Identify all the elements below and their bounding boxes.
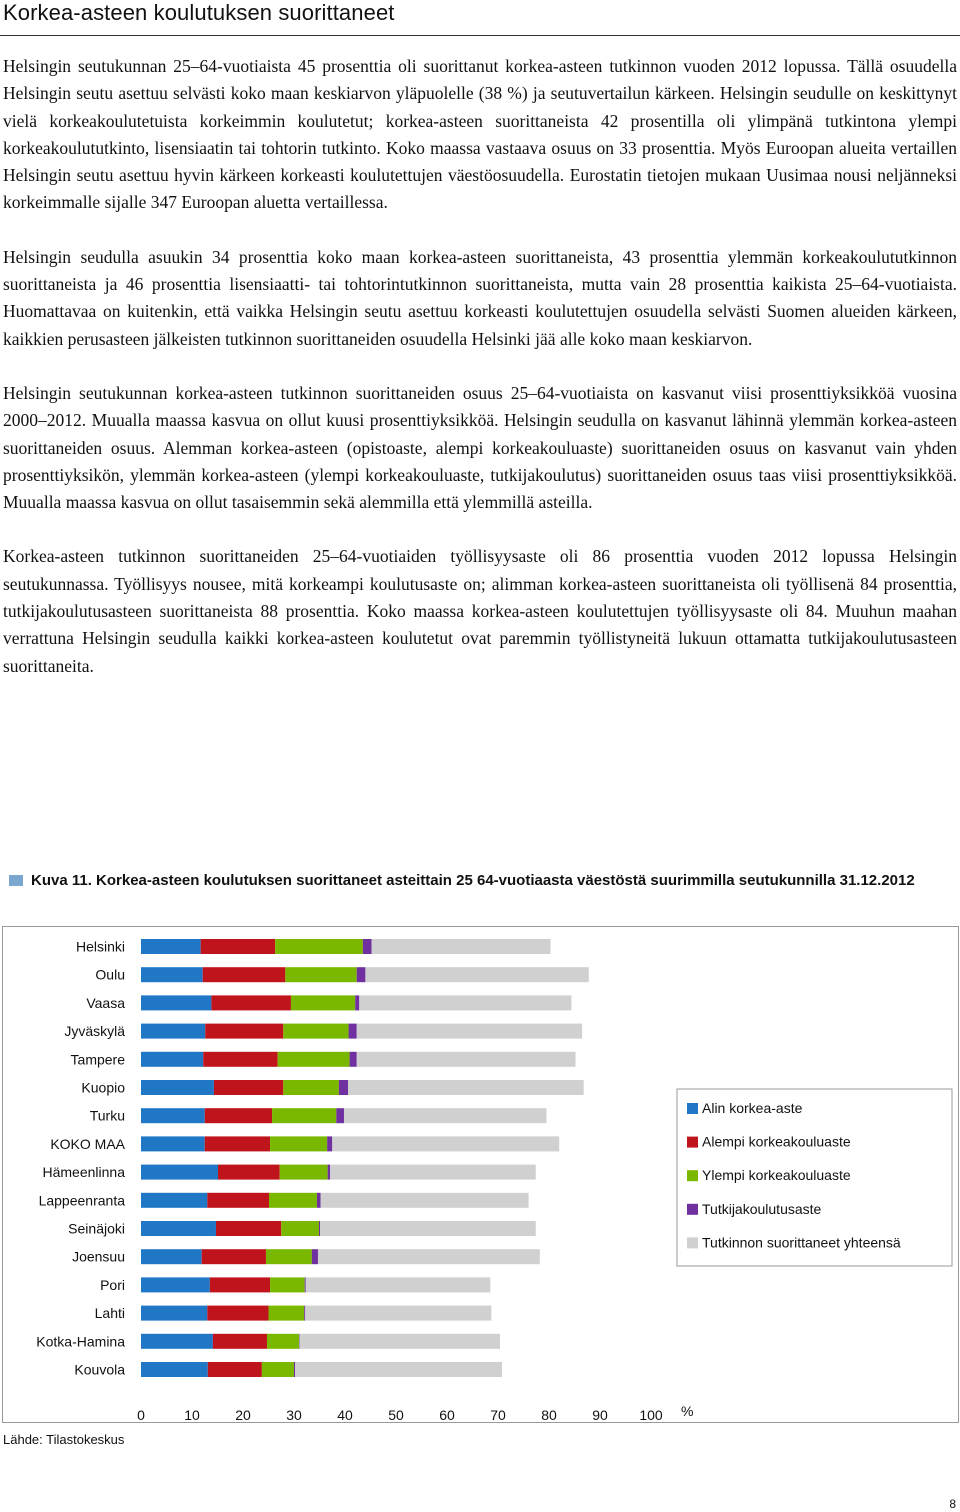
bar-segment — [203, 1052, 277, 1067]
legend-label: Tutkijakoulutusaste — [702, 1200, 822, 1217]
category-label: Vaasa — [86, 994, 125, 1011]
bar-segment — [205, 1024, 283, 1039]
bar-segment — [141, 1024, 205, 1039]
x-tick-label: 90 — [592, 1407, 608, 1422]
bar-segment — [211, 995, 291, 1010]
page-title: Korkea-asteen koulutuksen suorittaneet — [3, 0, 395, 25]
bar-segment — [332, 1136, 559, 1151]
x-tick-label: 60 — [439, 1407, 455, 1422]
bar-segment — [327, 1136, 332, 1151]
bar-segment — [357, 967, 366, 982]
x-tick-label: 10 — [184, 1407, 200, 1422]
source-note: Lähde: Tilastokeskus — [3, 1432, 125, 1447]
bar-segment — [205, 1108, 272, 1123]
category-label: Tampere — [70, 1051, 125, 1068]
bar-segment — [267, 1334, 299, 1349]
bar-segment — [294, 1362, 295, 1377]
figure-caption: Kuva 11. Korkea-asteen koulutuksen suorittaneet asteittain 25 64-vuotiaasta väestöstä suurimmilla seutukunnilla 31.12.2012 — [31, 872, 915, 889]
bar-segment — [344, 1108, 546, 1123]
bar-segment — [207, 1306, 268, 1321]
body-text — [3, 53, 957, 707]
bar-segment — [141, 1052, 203, 1067]
bar-segment — [357, 1024, 582, 1039]
x-tick-label: 80 — [541, 1407, 557, 1422]
x-tick-label: 40 — [337, 1407, 353, 1422]
bar-segment — [372, 939, 551, 954]
page-number: 8 — [949, 1497, 956, 1511]
bar-segment — [320, 1221, 536, 1236]
bar-segment — [213, 1334, 267, 1349]
bar-segment — [349, 1024, 357, 1039]
bar-segment — [300, 1334, 500, 1349]
x-tick-label: 100 — [639, 1407, 663, 1422]
paragraph-3: Helsingin seutukunnan korkea-asteen tutkinnon suorittaneiden osuus 25–64-vuotiaista on kasvanut viisi prosenttiyksikköä vuosina 2000–2012. Muualla maassa kasvua on ollut kuusi prosenttiyksikköä. Helsingin seudulla on kasvanut lähinnä ylemmän korkea-asteen suorittaneiden osuus. Alemman korkea-asteen (opistoaste, alempi korkeakouluaste) suorittaneiden osuus on kasvanut vain yhden prosenttiyksikön, ylemmän korkea-asteen (ylempi korkeakouluaste, tutkijakoulutus) suorittaneiden osuus taas viisi prosenttiyksikköä. Muualla maassa kasvua on ollut tasaisemmin sekä alemmilla että ylemmillä asteilla. — [3, 382, 957, 513]
bar-segment — [317, 1193, 321, 1208]
x-tick-label: 70 — [490, 1407, 506, 1422]
bar-segment — [272, 1108, 336, 1123]
caption-marker-icon — [9, 875, 23, 886]
bar-segment — [283, 1080, 339, 1095]
category-label: Jyväskylä — [64, 1023, 125, 1040]
bar-segment — [218, 1165, 280, 1180]
bar-segment — [365, 967, 588, 982]
legend-label: Tutkinnon suorittaneet yhteensä — [702, 1234, 901, 1251]
legend-label: Alin korkea-aste — [702, 1100, 803, 1116]
bar-segment — [266, 1249, 312, 1264]
bar-segment — [319, 1221, 320, 1236]
category-label: Helsinki — [75, 938, 125, 955]
bar-segment — [318, 1249, 540, 1264]
bar-segment — [312, 1249, 318, 1264]
bar-segment — [141, 1080, 214, 1095]
bar-segment — [359, 995, 571, 1010]
bar-segment — [141, 967, 203, 982]
bar-segment — [330, 1165, 536, 1180]
bar-segment — [141, 939, 201, 954]
bar-segment — [357, 1052, 576, 1067]
category-label: KOKO MAA — [50, 1135, 125, 1152]
bar-segment — [280, 1165, 328, 1180]
bar-segment — [291, 995, 355, 1010]
legend-label: Alempi korkeakouluaste — [702, 1133, 851, 1150]
bar-segment — [141, 1221, 216, 1236]
bar-segment — [304, 1306, 305, 1321]
category-label: Pori — [100, 1276, 125, 1293]
bar-segment — [201, 939, 275, 954]
bar-segment — [207, 1193, 269, 1208]
bar-segment — [355, 995, 359, 1010]
bar-segment — [295, 1362, 502, 1377]
category-label: Seinäjoki — [68, 1220, 125, 1237]
bar-segment — [210, 1277, 270, 1292]
stacked-bar-chart — [3, 927, 958, 1422]
bar-segment — [208, 1362, 262, 1377]
bar-segment — [141, 1193, 207, 1208]
bar-segment — [321, 1193, 529, 1208]
category-label: Hämeenlinna — [42, 1164, 125, 1181]
category-label: Lahti — [94, 1305, 125, 1322]
bar-segment — [348, 1080, 584, 1095]
bar-segment — [202, 1249, 266, 1264]
bar-segment — [339, 1080, 348, 1095]
category-label: Kotka-Hamina — [36, 1333, 125, 1350]
bar-segment — [336, 1108, 344, 1123]
bar-segment — [141, 1108, 205, 1123]
bar-segment — [285, 967, 356, 982]
bar-segment — [363, 939, 372, 954]
category-label: Kouvola — [74, 1361, 125, 1378]
legend-label: Ylempi korkeakouluaste — [702, 1167, 851, 1184]
bar-segment — [306, 1277, 491, 1292]
x-unit-label: % — [681, 1403, 694, 1420]
category-label: Oulu — [95, 966, 125, 983]
bar-segment — [269, 1193, 317, 1208]
x-tick-label: 50 — [388, 1407, 404, 1422]
legend-swatch — [687, 1237, 698, 1248]
bar-segment — [141, 1362, 208, 1377]
bar-segment — [205, 1136, 270, 1151]
category-label: Joensuu — [72, 1248, 125, 1265]
x-tick-label: 30 — [286, 1407, 302, 1422]
legend-swatch — [687, 1103, 698, 1114]
bar-segment — [141, 1165, 218, 1180]
legend-swatch — [687, 1137, 698, 1148]
legend-swatch — [687, 1204, 698, 1215]
bar-segment — [305, 1277, 306, 1292]
bar-segment — [283, 1024, 348, 1039]
bar-segment — [270, 1136, 327, 1151]
chart-frame — [2, 926, 959, 1423]
bar-segment — [214, 1080, 283, 1095]
bar-segment — [141, 1136, 205, 1151]
bar-segment — [141, 995, 211, 1010]
bar-segment — [262, 1362, 294, 1377]
bar-segment — [216, 1221, 281, 1236]
bar-segment — [141, 1334, 213, 1349]
category-label: Turku — [89, 1107, 125, 1124]
paragraph-4: Korkea-asteen tutkinnon suorittaneiden 25–64-vuotiaiden työllisyysaste oli 86 prosenttia vuoden 2012 lopussa Helsingin seutukunnassa. Työllisyys nousee, mitä korkeampi koulutusaste on; alimman korkea-asteen suorittaneista oli työllisenä 84 prosenttia, tutkijakoulutusasteen suorittaneista 88 prosenttia. Koko maassa korkea-asteen koulutettujen työllisyysaste oli 84. Muuhun maahan verrattuna Helsingin seudulla kaikki korkea-asteen koulutetut ovat paremmin työllistyneitä lukuun ottamatta tutkijakoulutusasteen suorittaneita. — [3, 546, 957, 676]
x-tick-label: 20 — [235, 1407, 251, 1422]
bar-segment — [278, 1052, 350, 1067]
category-label: Kuopio — [81, 1079, 125, 1096]
bar-segment — [299, 1334, 300, 1349]
bar-segment — [270, 1277, 305, 1292]
x-tick-label: 0 — [137, 1407, 145, 1422]
bar-segment — [141, 1277, 210, 1292]
bar-segment — [141, 1249, 202, 1264]
bar-segment — [275, 939, 363, 954]
bar-segment — [269, 1306, 305, 1321]
bar-segment — [281, 1221, 319, 1236]
bar-segment — [328, 1165, 331, 1180]
bar-segment — [305, 1306, 491, 1321]
paragraph-1: Helsingin seutukunnan 25–64-vuotiaista 45 prosenttia oli suorittanut korkea-asteen tutkinnon vuoden 2012 lopussa. Tällä osuudella Helsingin seutu asettuu selvästi koko maan keskiarvon yläpuolelle (38 %) ja seutuvertailun kärkeen. Helsingin seudulle on keskittynyt vielä korkeakoulutetuista korkeimmin koulutetut; korkea-asteen suorittaneista 42 prosentilla oli ylimpänä tutkintona ylempi korkeakoulututkinto, lisensiaatin tai tohtorin tutkinto. Koko maassa vastaava osuus on 33 prosenttia. Myös Euroopan alueita vertaillen Helsingin seutu asettuu hyvin kärkeen korkeasti koulutettujen väestöosuudella. Eurostatin tietojen mukaan Uusimaa nousi neljänneksi korkeimmalle sijalle 347 Euroopan aluetta vertaillessa. — [3, 56, 957, 213]
category-label: Lappeenranta — [38, 1192, 125, 1209]
bar-segment — [203, 967, 286, 982]
paragraph-2: Helsingin seudulla asuukin 34 prosenttia koko maan korkea-asteen suorittaneista, 43 prosenttia ylemmän korkeakoulututkinnon suorittaneista ja 46 prosenttia lisensiaatti- tai tohtorintutkinnon suorittaneista, mutta vain 28 prosenttia kaikista 25–64-vuotiaista. Huomattavaa on kuitenkin, että vaikka Helsingin seutu asettuu korkeasti koulutettujen osuudella selvästi Suomen alueiden kärkeen, kaikkien perusasteen jälkeisten tutkinnon suorittaneiden osuudella Helsinki jää alle koko maan keskiarvon. — [3, 246, 957, 349]
bar-segment — [141, 1306, 207, 1321]
title-divider — [0, 35, 960, 36]
legend-swatch — [687, 1170, 698, 1181]
bar-segment — [350, 1052, 357, 1067]
